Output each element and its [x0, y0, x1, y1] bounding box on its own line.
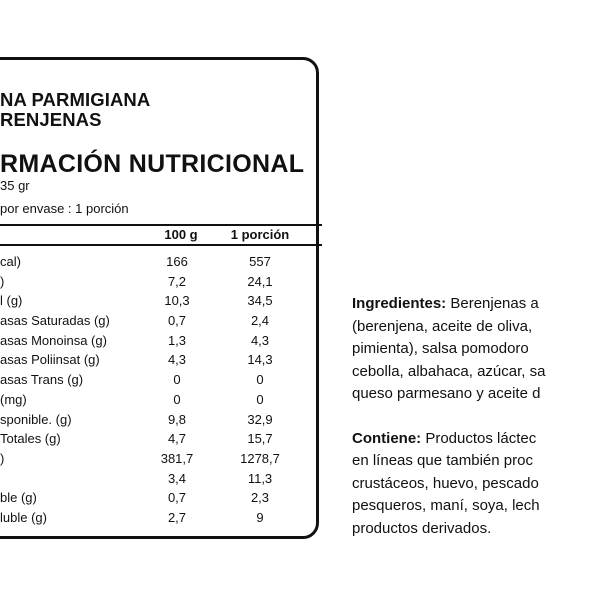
value-100g: 381,7 — [160, 450, 194, 466]
nutrient-name: luble (g) — [0, 509, 47, 525]
value-100g: 1,3 — [167, 332, 187, 348]
value-portion: 557 — [249, 254, 271, 269]
value-portion: 4,3 — [250, 332, 270, 348]
value-100g: 0,7 — [167, 490, 187, 506]
value-portion: 2,3 — [250, 490, 270, 506]
value-portion: 2,4 — [250, 313, 270, 329]
contains-line: crustáceos, huevo, pescado — [352, 474, 539, 492]
nutrition-row — [0, 451, 322, 471]
ingredients-paragraph — [352, 293, 600, 406]
nutrition-row — [0, 412, 322, 432]
contains-first-text: Productos láctec — [421, 429, 537, 447]
value-portion: 32,9 — [247, 411, 273, 427]
contains-line: en líneas que también proc — [352, 452, 533, 469]
nutrient-name: Totales (g) — [0, 431, 61, 447]
servings-per-package: por envase : 1 porción — [0, 201, 129, 216]
nutrient-name: (mg) — [0, 391, 27, 407]
nutrition-row — [0, 274, 322, 294]
value-100g: 0,7 — [167, 313, 187, 329]
column-header-100g: 100 g — [164, 227, 198, 242]
nutrient-name: cal) — [0, 254, 21, 269]
product-title-line-1: NA PARMIGIANA — [0, 89, 151, 110]
nutrition-row — [0, 471, 322, 491]
nutrition-heading: RMACIÓN NUTRICIONAL — [0, 150, 305, 178]
nutrient-name: asas Monoinsa (g) — [0, 332, 107, 348]
contains-line: pesqueros, maní, soya, lech — [352, 497, 540, 514]
value-100g: 0 — [173, 372, 181, 388]
product-title — [0, 90, 322, 130]
nutrition-rows — [0, 254, 322, 530]
value-100g: 2,7 — [167, 509, 187, 525]
value-100g: 7,2 — [167, 273, 187, 289]
value-100g: 3,4 — [167, 470, 187, 486]
nutrition-row — [0, 254, 322, 274]
nutrition-row — [0, 392, 322, 412]
value-portion: 9 — [256, 509, 264, 525]
value-100g: 0 — [173, 391, 181, 407]
nutrition-row — [0, 431, 322, 451]
table-top-rule — [0, 224, 322, 226]
column-header-portion: 1 porción — [230, 227, 290, 242]
nutrition-row — [0, 510, 322, 530]
value-portion: 1278,7 — [240, 450, 280, 466]
contains-first-line — [352, 428, 600, 451]
value-portion: 0 — [256, 391, 264, 407]
nutrient-name: ble (g) — [0, 490, 37, 506]
table-header-rule — [0, 244, 322, 246]
value-100g: 4,3 — [167, 352, 187, 368]
ingredients-line: queso parmesano y aceite d — [352, 385, 541, 402]
text-panel — [352, 293, 600, 553]
contains-line: productos derivados. — [352, 519, 492, 537]
ingredients-label: Ingredientes: — [352, 295, 447, 312]
value-portion: 34,5 — [247, 293, 273, 309]
nutrient-name: asas Saturadas (g) — [0, 313, 110, 329]
value-100g: 166 — [166, 254, 188, 269]
ingredients-first-text: Berenjenas a — [446, 295, 539, 312]
nutrient-name: asas Trans (g) — [0, 372, 84, 388]
nutrient-name: l (g) — [0, 293, 23, 309]
serving-size: 35 gr — [0, 178, 30, 193]
value-portion: 0 — [256, 372, 264, 388]
ingredients-line: pimienta), salsa pomodoro — [352, 340, 529, 357]
nutrition-row — [0, 293, 322, 313]
ingredients-line: cebolla, albahaca, azúcar, sa — [352, 362, 546, 380]
nutrition-row — [0, 352, 322, 372]
value-portion: 24,1 — [247, 273, 273, 289]
nutrition-row — [0, 313, 322, 333]
product-title-line-2: RENJENAS — [0, 109, 102, 130]
contains-label: Contiene: — [352, 429, 422, 447]
nutrient-name: ) — [0, 450, 5, 466]
value-portion: 11,3 — [247, 470, 273, 486]
nutrition-row — [0, 333, 322, 353]
value-portion: 14,3 — [247, 352, 273, 368]
ingredients-line: (berenjena, aceite de oliva, — [352, 317, 533, 335]
nutrition-row — [0, 372, 322, 392]
value-100g: 9,8 — [167, 411, 187, 427]
contains-paragraph — [352, 428, 600, 541]
nutrient-name: ) — [0, 273, 5, 289]
value-100g: 4,7 — [167, 431, 187, 447]
value-portion: 15,7 — [247, 431, 273, 447]
nutrient-name: asas Poliinsat (g) — [0, 352, 100, 368]
nutrient-name: sponible. (g) — [0, 411, 72, 427]
value-100g: 10,3 — [164, 293, 190, 309]
nutrition-row — [0, 490, 322, 510]
ingredients-first-line — [352, 293, 600, 316]
